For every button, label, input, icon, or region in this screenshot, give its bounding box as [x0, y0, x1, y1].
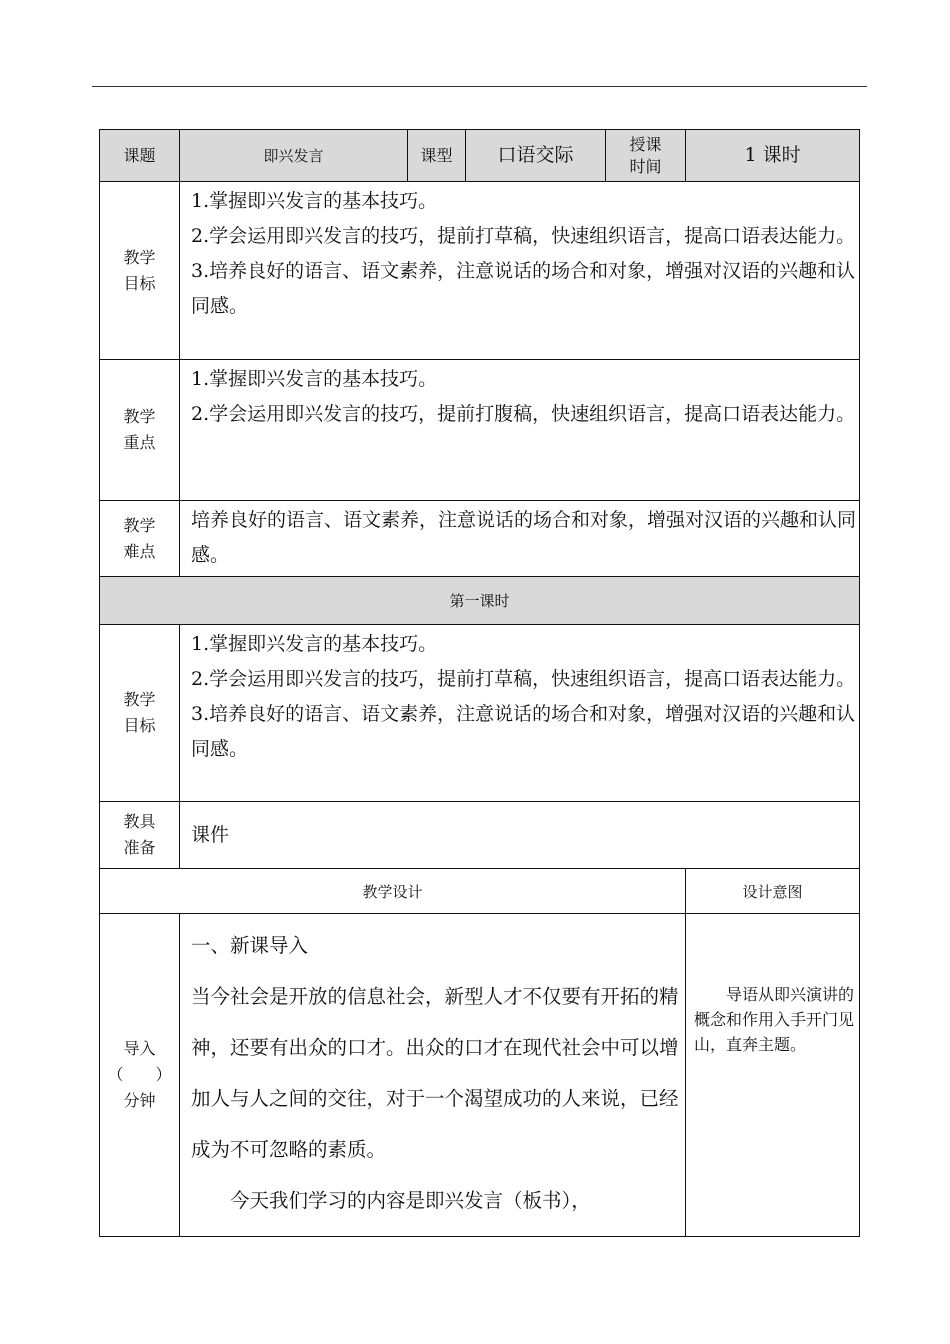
materials-label	[100, 802, 180, 869]
type-value: 口语交际	[466, 130, 606, 182]
difficulties-label	[100, 501, 180, 577]
intro-paragraph: 当今社会是开放的信息社会，新型人才不仅要有开拓的精神，还要有出众的口才。出众的口才在现代社会中可以增加人与人之间的交往，对于一个渴望成功的人来说，已经成为不可忽略的素质。	[191, 985, 679, 1161]
time-label	[606, 130, 686, 182]
intro-paragraph-2: 今天我们学习的内容是即兴发言（板书），	[230, 1189, 591, 1212]
lesson-one-title: 第一课时	[100, 577, 860, 625]
key-point-item: 1.掌握即兴发言的基本技巧。	[191, 368, 438, 390]
intent-header: 设计意图	[686, 869, 860, 914]
difficulties-text: 培养良好的语言、语文素养，注意说话的场合和对象，增强对汉语的兴趣和认同感。	[191, 509, 857, 566]
objectives-label-line2: 目标	[123, 273, 156, 293]
difficulties-row	[100, 501, 860, 577]
key-point-item: 2.学会运用即兴发言的技巧，提前打腹稿，快速组织语言，提高口语表达能力。	[191, 403, 856, 425]
objective-item: 1.掌握即兴发言的基本技巧。	[191, 190, 438, 212]
materials-text: 课件	[191, 823, 230, 846]
difficulties-label-line1: 教学	[123, 515, 156, 535]
intro-content	[180, 914, 686, 1237]
materials-content	[180, 802, 860, 869]
lesson-objective-item: 2.学会运用即兴发言的技巧，提前打草稿，快速组织语言，提高口语表达能力。	[191, 668, 856, 690]
lesson-plan-table	[99, 129, 860, 1237]
key-points-content	[180, 360, 860, 501]
intro-section-title: 一、新课导入	[191, 934, 309, 957]
materials-row	[100, 802, 860, 869]
lesson-objectives-label-line1: 教学	[123, 690, 156, 709]
type-label: 课型	[408, 130, 466, 182]
objectives-label	[100, 182, 180, 360]
time-value: 1 课时	[686, 130, 860, 182]
intro-label-line3: 分钟	[123, 1091, 156, 1110]
time-label-line2: 时间	[629, 156, 662, 176]
objective-item: 3.培养良好的语言、语文素养，注意说话的场合和对象，增强对汉语的兴趣和认同感。	[191, 260, 856, 317]
objectives-label-line1: 教学	[123, 247, 156, 267]
time-label-line1: 授课	[629, 134, 662, 154]
objective-item: 2.学会运用即兴发言的技巧，提前打草稿，快速组织语言，提高口语表达能力。	[191, 225, 856, 247]
topic-label: 课题	[100, 130, 180, 182]
intro-label	[100, 914, 180, 1237]
lesson-objectives-row	[100, 625, 860, 802]
objectives-content	[180, 182, 860, 360]
header-rule	[92, 86, 867, 87]
design-header-row	[100, 869, 860, 914]
intro-label-line1: 导入	[123, 1039, 156, 1058]
difficulties-label-line2: 难点	[123, 541, 156, 561]
key-points-label-line1: 教学	[123, 407, 156, 426]
lesson-one-banner-row	[100, 577, 860, 625]
intro-intent	[686, 914, 860, 1237]
intro-label-line2: （ ）	[107, 1065, 172, 1084]
lesson-objective-item: 1.掌握即兴发言的基本技巧。	[191, 633, 438, 655]
key-points-label-line2: 重点	[123, 433, 156, 452]
intro-intent-text: 导语从即兴演讲的概念和作用入手开门见山，直奔主题。	[694, 985, 855, 1054]
intro-row	[100, 914, 860, 1237]
materials-label-line1: 教具	[123, 812, 156, 831]
difficulties-content	[180, 501, 860, 577]
design-header: 教学设计	[100, 869, 686, 914]
lesson-objective-item: 3.培养良好的语言、语文素养，注意说话的场合和对象，增强对汉语的兴趣和认同感。	[191, 703, 856, 760]
lesson-objectives-label	[100, 625, 180, 802]
topic-value: 即兴发言	[180, 130, 408, 182]
key-points-label	[100, 360, 180, 501]
materials-label-line2: 准备	[123, 838, 156, 857]
objectives-row	[100, 182, 860, 360]
header-row	[100, 130, 860, 182]
key-points-row	[100, 360, 860, 501]
lesson-objectives-content	[180, 625, 860, 802]
lesson-objectives-label-line2: 目标	[123, 716, 156, 735]
